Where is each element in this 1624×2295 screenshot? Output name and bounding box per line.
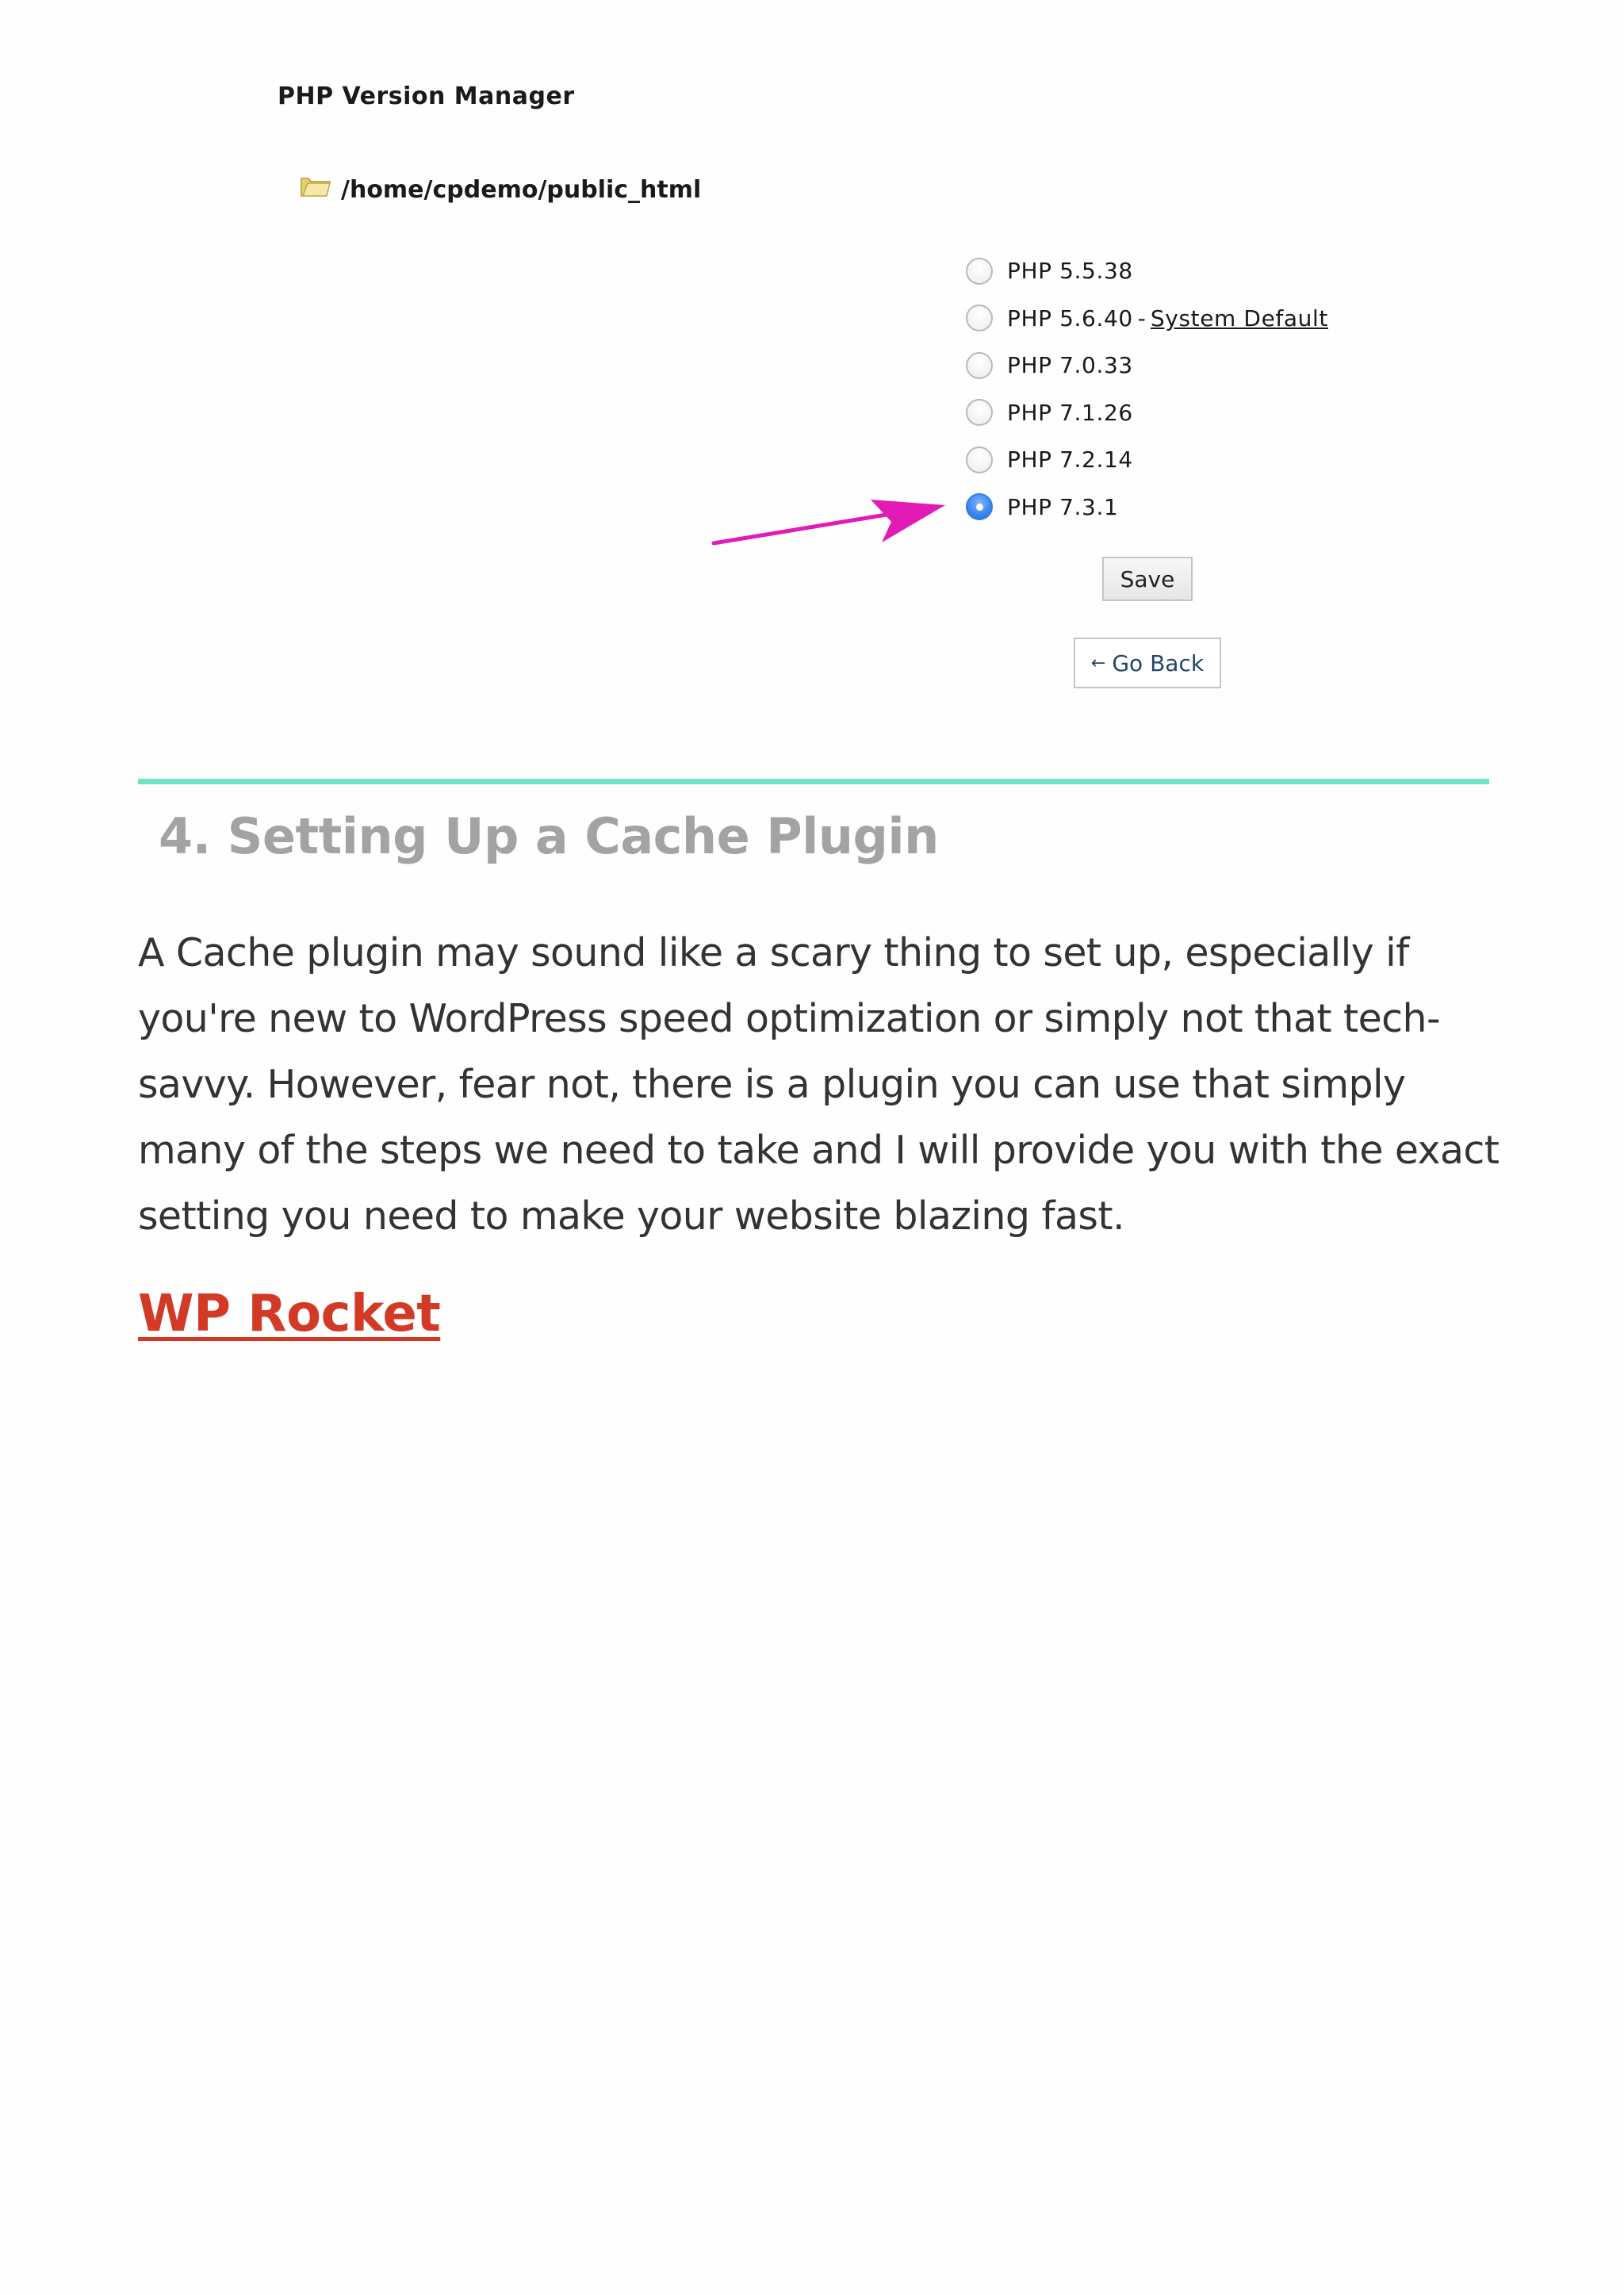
version-radio-selected[interactable] bbox=[966, 493, 993, 520]
php-version-manager-screenshot bbox=[0, 0, 1624, 761]
version-separator: - bbox=[1137, 305, 1146, 331]
body-paragraph: A Cache plugin may sound like a scary thing to set up, especially if you're new to WordPress speed optimization or simply not that tech-savvy. However, fear not, there is a plugin you can use that simply many of the steps we need to take and I will provide you with the exact setting you need to make your website blazing fast. bbox=[138, 930, 1500, 1239]
wp-rocket-link[interactable]: WP Rocket bbox=[138, 1285, 441, 1343]
save-button[interactable]: Save bbox=[1102, 557, 1193, 601]
php-version-list bbox=[966, 247, 1328, 531]
pointer-arrow-icon bbox=[698, 476, 967, 555]
php-version-option-7-0-33[interactable] bbox=[966, 342, 1328, 389]
screenshot-title: PHP Version Manager bbox=[278, 82, 575, 110]
php-version-option-7-1-26[interactable] bbox=[966, 389, 1328, 437]
go-back-label: Go Back bbox=[1112, 649, 1205, 676]
system-default-link[interactable]: System Default bbox=[1150, 305, 1328, 331]
version-radio[interactable] bbox=[966, 258, 993, 285]
directory-path-text: /home/cpdemo/public_html bbox=[341, 176, 702, 204]
directory-path bbox=[300, 176, 701, 204]
version-label: PHP 5.5.38 bbox=[1007, 258, 1133, 285]
php-version-option-5-5-38[interactable] bbox=[966, 247, 1328, 295]
version-label: PHP 7.1.26 bbox=[1007, 399, 1133, 426]
version-label: PHP 7.0.33 bbox=[1007, 352, 1133, 379]
go-back-button[interactable] bbox=[1074, 638, 1221, 688]
version-radio[interactable] bbox=[966, 352, 993, 379]
php-version-option-7-3-1[interactable] bbox=[966, 484, 1328, 531]
folder-icon bbox=[300, 172, 331, 199]
section-heading: 4. Setting Up a Cache Plugin bbox=[159, 807, 939, 865]
php-version-option-7-2-14[interactable] bbox=[966, 436, 1328, 484]
version-label: PHP 5.6.40 bbox=[1007, 305, 1133, 331]
section-divider bbox=[138, 779, 1489, 784]
version-radio[interactable] bbox=[966, 446, 993, 473]
version-radio[interactable] bbox=[966, 305, 993, 331]
version-label: PHP 7.3.1 bbox=[1007, 493, 1119, 520]
version-label: PHP 7.2.14 bbox=[1007, 446, 1133, 473]
back-arrow-icon: ← bbox=[1090, 653, 1106, 673]
php-version-option-5-6-40[interactable] bbox=[966, 295, 1328, 343]
version-radio[interactable] bbox=[966, 399, 993, 426]
